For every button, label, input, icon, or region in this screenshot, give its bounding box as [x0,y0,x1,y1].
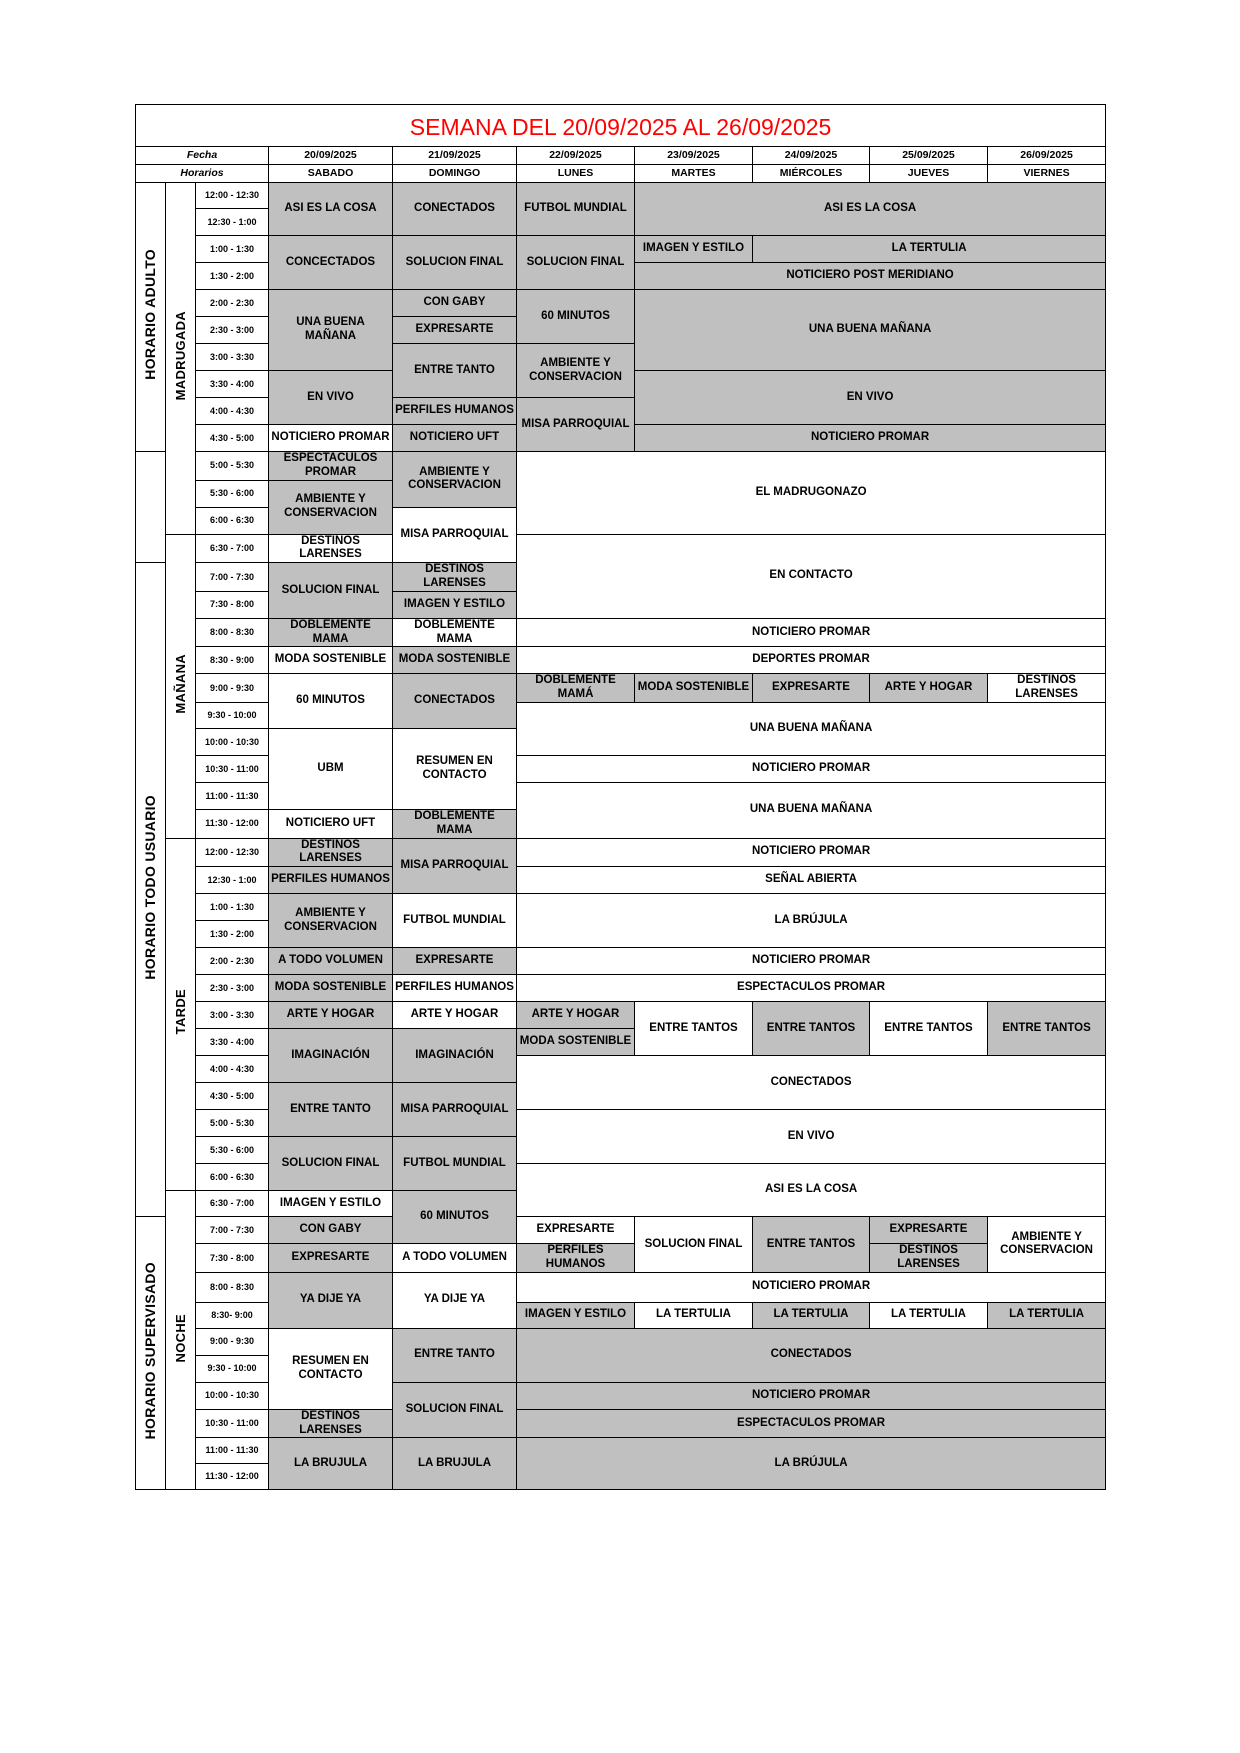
slot-row [136,674,1106,703]
program-cell: 60 MINUTOS [269,674,393,729]
time-slot: 8:00 - 8:30 [196,618,269,647]
time-slot: 4:30 - 5:00 [196,1083,269,1110]
program-cell: NOTICIERO PROMAR [635,425,1106,452]
program-cell: EN VIVO [517,1110,1106,1164]
band-label [136,563,166,1217]
slot-row [136,183,1106,209]
program-cell: MISA PARROQUIAL [393,838,517,894]
program-cell: NOTICIERO PROMAR [517,1272,1106,1302]
time-slot: 9:30 - 10:00 [196,702,269,728]
time-slot: 6:00 - 6:30 [196,507,269,534]
program-cell: ARTE Y HOGAR [269,1002,393,1029]
slot-row [136,1244,1106,1273]
program-cell: MODA SOSTENIBLE [393,647,517,674]
program-cell: MODA SOSTENIBLE [269,647,393,674]
time-slot: 7:30 - 8:00 [196,591,269,618]
band-label-text: HORARIO TODO USUARIO [142,794,159,980]
slot-row [136,867,1106,894]
program-cell: NOTICIERO POST MERIDIANO [635,263,1106,290]
time-slot: 3:00 - 3:30 [196,1002,269,1029]
period-label-text: MAÑANA [172,653,188,714]
time-slot: 2:30 - 3:00 [196,317,269,344]
time-slot: 1:00 - 1:30 [196,236,269,263]
program-cell: 60 MINUTOS [393,1191,517,1244]
slot-row [136,534,1106,563]
period-label [166,534,196,838]
program-cell: ESPECTACULOS PROMAR [517,1409,1106,1438]
program-cell: LA TERTULIA [753,236,1106,263]
date-header: 25/09/2025 [870,147,988,165]
time-slot: 1:30 - 2:00 [196,921,269,948]
program-cell: NOTICIERO UFT [393,425,517,452]
program-cell: MISA PARROQUIAL [517,398,635,452]
program-cell: SOLUCION FINAL [393,236,517,290]
program-cell: UNA BUENA MAÑANA [635,290,1106,371]
time-slot: 11:00 - 11:30 [196,1438,269,1464]
day-header: VIERNES [988,165,1106,183]
program-cell: LA BRÚJULA [517,894,1106,948]
day-header: MIÉRCOLES [753,165,870,183]
program-cell: LA BRUJULA [269,1438,393,1490]
slot-row [136,975,1106,1002]
program-cell: IMAGEN Y ESTILO [393,591,517,618]
time-slot: 8:30 - 9:00 [196,647,269,674]
program-cell: MISA PARROQUIAL [393,1083,517,1137]
date-header: 21/09/2025 [393,147,517,165]
program-cell: LA BRUJULA [393,1438,517,1490]
band-label [136,183,166,452]
page-title: SEMANA DEL 20/09/2025 AL 26/09/2025 [136,105,1106,147]
program-cell: EXPRESARTE [393,948,517,975]
program-cell: CON GABY [393,290,517,317]
program-cell: CONECTADOS [517,1056,1106,1110]
day-header: JUEVES [870,165,988,183]
program-cell: YA DIJE YA [393,1272,517,1328]
time-slot: 3:30 - 4:00 [196,371,269,398]
time-slot: 6:30 - 7:00 [196,1191,269,1217]
program-cell: DESTINOS LARENSES [269,1409,393,1438]
program-cell: ENTRE TANTOS [988,1002,1106,1056]
program-cell: ARTE Y HOGAR [870,674,988,703]
band-label-text: HORARIO SUPERVISADO [142,1262,159,1440]
program-cell: SOLUCION FINAL [269,563,393,619]
program-cell: NOTICIERO PROMAR [269,425,393,452]
program-cell: ESPECTACULOS PROMAR [269,452,393,481]
program-cell: EN VIVO [635,371,1106,425]
days-row [136,165,1106,183]
time-slot: 3:30 - 4:00 [196,1029,269,1056]
time-slot: 11:00 - 11:30 [196,782,269,809]
program-cell: DESTINOS LARENSES [393,563,517,592]
slot-row [136,1409,1106,1438]
title-row [136,105,1106,147]
program-cell: IMAGINACIÓN [393,1029,517,1083]
program-cell: RESUMEN EN CONTACTO [269,1328,393,1409]
period-label [166,183,196,535]
program-cell: IMAGEN Y ESTILO [269,1191,393,1217]
time-slot: 2:00 - 2:30 [196,948,269,975]
time-slot: 10:30 - 11:00 [196,755,269,782]
slot-row [136,452,1106,481]
time-slot: 6:00 - 6:30 [196,1164,269,1191]
program-cell: EXPRESARTE [269,1244,393,1273]
time-slot: 4:00 - 4:30 [196,1056,269,1083]
slot-row [136,894,1106,921]
program-cell: DESTINOS LARENSES [870,1244,988,1273]
program-cell: IMAGEN Y ESTILO [635,236,753,263]
fecha-label: Fecha [136,147,269,165]
dates-row [136,147,1106,165]
program-cell: FUTBOL MUNDIAL [393,894,517,948]
time-slot: 9:00 - 9:30 [196,1328,269,1355]
program-cell: CONECTADOS [393,674,517,729]
slot-row [136,647,1106,674]
program-cell: CONECTADOS [517,1328,1106,1382]
program-cell: DOBLEMENTE MAMÁ [517,674,635,703]
program-cell: SOLUCION FINAL [393,1382,517,1438]
time-slot: 12:00 - 12:30 [196,838,269,867]
program-cell: ASI ES LA COSA [635,183,1106,236]
slot-row [136,1217,1106,1244]
program-cell: PERFILES HUMANOS [393,398,517,425]
time-slot: 2:30 - 3:00 [196,975,269,1002]
program-cell: DESTINOS LARENSES [269,838,393,867]
period-label [166,1191,196,1490]
slot-row [136,236,1106,263]
program-cell: NOTICIERO PROMAR [517,948,1106,975]
program-cell: EXPRESARTE [870,1217,988,1244]
program-cell: NOTICIERO PROMAR [517,838,1106,867]
program-cell: SOLUCION FINAL [635,1217,753,1273]
program-cell: SOLUCION FINAL [269,1137,393,1191]
period-label [166,838,196,1191]
program-cell: ENTRE TANTOS [635,1002,753,1056]
program-cell: ENTRE TANTOS [870,1002,988,1056]
time-slot: 10:30 - 11:00 [196,1409,269,1438]
program-cell: ENTRE TANTOS [753,1217,870,1273]
program-cell: EXPRESARTE [517,1217,635,1244]
time-slot: 4:30 - 5:00 [196,425,269,452]
time-slot: 11:30 - 12:00 [196,809,269,838]
slot-row [136,290,1106,317]
program-cell: DESTINOS LARENSES [269,534,393,563]
program-cell: NOTICIERO UFT [269,809,393,838]
date-header: 20/09/2025 [269,147,393,165]
program-cell: EXPRESARTE [753,674,870,703]
program-cell: MISA PARROQUIAL [393,507,517,563]
program-cell: AMBIENTE Y CONSERVACION [269,480,393,534]
day-header: SABADO [269,165,393,183]
slot-row [136,1272,1106,1302]
program-cell: CON GABY [269,1217,393,1244]
program-cell: ASI ES LA COSA [269,183,393,236]
time-slot: 7:00 - 7:30 [196,1217,269,1244]
program-cell: YA DIJE YA [269,1272,393,1328]
program-cell: DOBLEMENTE MAMA [269,618,393,647]
program-cell: LA TERTULIA [870,1302,988,1328]
program-cell: RESUMEN EN CONTACTO [393,728,517,809]
slot-row [136,948,1106,975]
date-header: 24/09/2025 [753,147,870,165]
program-cell: DOBLEMENTE MAMA [393,809,517,838]
day-header: MARTES [635,165,753,183]
slot-row [136,1328,1106,1355]
program-cell: ENTRE TANTO [269,1083,393,1137]
program-cell: PERFILES HUMANOS [269,867,393,894]
program-cell: EN CONTACTO [517,534,1106,618]
program-cell: UNA BUENA MAÑANA [269,290,393,371]
slot-row [136,618,1106,647]
program-cell: AMBIENTE Y CONSERVACION [393,452,517,508]
program-cell: ENTRE TANTO [393,344,517,398]
date-header: 23/09/2025 [635,147,753,165]
program-cell: AMBIENTE Y CONSERVACION [988,1217,1106,1273]
program-cell: DEPORTES PROMAR [517,647,1106,674]
program-cell: FUTBOL MUNDIAL [393,1137,517,1191]
program-cell: EXPRESARTE [393,317,517,344]
time-slot: 7:30 - 8:00 [196,1244,269,1273]
program-cell: NOTICIERO PROMAR [517,1382,1106,1409]
horarios-label: Horarios [136,165,269,183]
program-cell: LA TERTULIA [753,1302,870,1328]
program-cell: IMAGEN Y ESTILO [517,1302,635,1328]
program-cell: ENTRE TANTO [393,1328,517,1382]
program-cell: ARTE Y HOGAR [393,1002,517,1029]
day-header: DOMINGO [393,165,517,183]
program-cell: LA TERTULIA [635,1302,753,1328]
day-header: LUNES [517,165,635,183]
program-cell: UBM [269,728,393,809]
slot-row [136,838,1106,867]
band-label [136,452,166,563]
program-cell: ENTRE TANTOS [753,1002,870,1056]
program-cell: PERFILES HUMANOS [393,975,517,1002]
program-cell: ASI ES LA COSA [517,1164,1106,1217]
schedule-table [135,104,1106,1490]
date-header: 26/09/2025 [988,147,1106,165]
time-slot: 6:30 - 7:00 [196,534,269,563]
program-cell: MODA SOSTENIBLE [517,1029,635,1056]
program-cell: PERFILES HUMANOS [517,1244,635,1273]
time-slot: 10:00 - 10:30 [196,728,269,755]
time-slot: 1:30 - 2:00 [196,263,269,290]
time-slot: 9:30 - 10:00 [196,1355,269,1382]
time-slot: 5:00 - 5:30 [196,1110,269,1137]
program-cell: IMAGINACIÓN [269,1029,393,1083]
program-cell: EL MADRUGONAZO [517,452,1106,535]
slot-row [136,1002,1106,1029]
program-cell: 60 MINUTOS [517,290,635,344]
time-slot: 5:30 - 6:00 [196,480,269,507]
band-label-text: HORARIO ADULTO [142,249,159,380]
time-slot: 12:30 - 1:00 [196,867,269,894]
time-slot: 2:00 - 2:30 [196,290,269,317]
program-cell: CONECTADOS [393,183,517,236]
time-slot: 1:00 - 1:30 [196,894,269,921]
period-label-text: TARDE [172,989,188,1035]
program-cell: UNA BUENA MAÑANA [517,702,1106,755]
program-cell: DESTINOS LARENSES [988,674,1106,703]
time-slot: 5:30 - 6:00 [196,1137,269,1164]
time-slot: 5:00 - 5:30 [196,452,269,481]
program-cell: SOLUCION FINAL [517,236,635,290]
program-cell: UNA BUENA MAÑANA [517,782,1106,838]
program-cell: A TODO VOLUMEN [269,948,393,975]
time-slot: 12:00 - 12:30 [196,183,269,209]
program-cell: LA BRÚJULA [517,1438,1106,1490]
program-cell: ARTE Y HOGAR [517,1002,635,1029]
program-cell: CONCECTADOS [269,236,393,290]
program-cell: A TODO VOLUMEN [393,1244,517,1273]
time-slot: 8:30- 9:00 [196,1302,269,1328]
program-cell: MODA SOSTENIBLE [269,975,393,1002]
program-cell: EN VIVO [269,371,393,425]
band-label [136,1217,166,1490]
program-cell: ESPECTACULOS PROMAR [517,975,1106,1002]
program-cell: AMBIENTE Y CONSERVACION [517,344,635,398]
program-cell: AMBIENTE Y CONSERVACION [269,894,393,948]
program-cell: NOTICIERO PROMAR [517,755,1106,782]
time-slot: 10:00 - 10:30 [196,1382,269,1409]
time-slot: 4:00 - 4:30 [196,398,269,425]
time-slot: 3:00 - 3:30 [196,344,269,371]
program-cell: SEÑAL ABIERTA [517,867,1106,894]
period-label-text: MADRUGADA [172,311,188,401]
program-cell: MODA SOSTENIBLE [635,674,753,703]
program-cell: LA TERTULIA [988,1302,1106,1328]
time-slot: 9:00 - 9:30 [196,674,269,703]
time-slot: 12:30 - 1:00 [196,209,269,236]
slot-row [136,1438,1106,1464]
time-slot: 11:30 - 12:00 [196,1464,269,1490]
time-slot: 8:00 - 8:30 [196,1272,269,1302]
time-slot: 7:00 - 7:30 [196,563,269,592]
program-cell: DOBLEMENTE MAMA [393,618,517,647]
period-label-text: NOCHE [172,1313,188,1363]
program-cell: FUTBOL MUNDIAL [517,183,635,236]
program-cell: NOTICIERO PROMAR [517,618,1106,647]
date-header: 22/09/2025 [517,147,635,165]
